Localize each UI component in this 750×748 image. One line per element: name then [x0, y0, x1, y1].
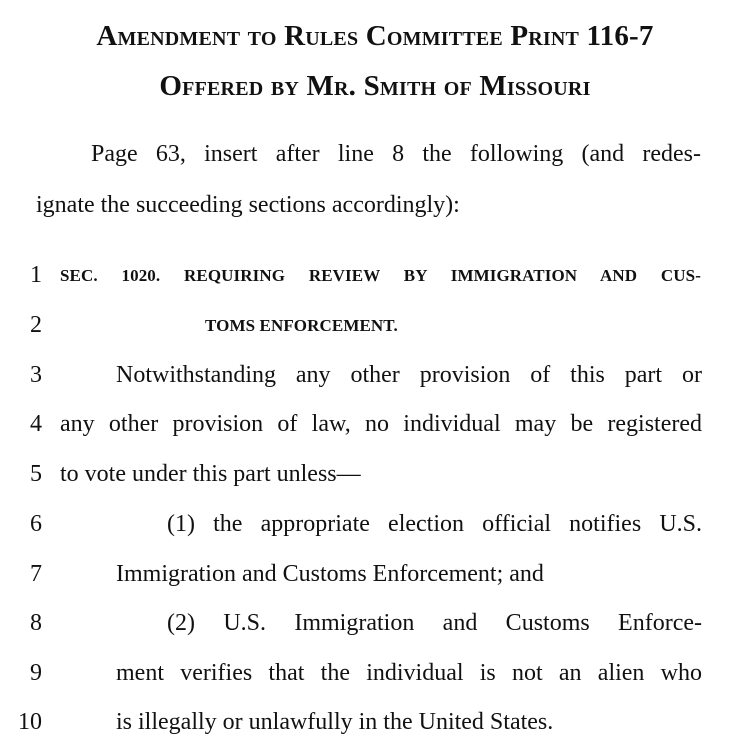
amendment-title: Amendment to Rules Committee Print 116-7 [96, 20, 654, 52]
intro-line-1: Page 63, insert after line 8 the following (and redes- [91, 141, 701, 167]
line-number: 9 [30, 660, 42, 686]
section-heading: SEC. 1020. REQUIRING REVIEW BY IMMIGRATION AND CUS- [60, 266, 701, 285]
list-item-1-continued: Immigration and Customs Enforcement; and [116, 561, 544, 587]
section-heading-continued: TOMS ENFORCEMENT. [205, 316, 398, 335]
body-line: to vote under this part unless— [60, 461, 361, 487]
list-item-2: (2) U.S. Immigration and Customs Enforce- [167, 610, 702, 636]
intro-line-2: ignate the succeeding sections accordingly): [36, 192, 460, 218]
line-number: 4 [30, 411, 42, 437]
line-number: 3 [30, 362, 42, 388]
line-number: 8 [30, 610, 42, 636]
list-item-1: (1) the appropriate election official notifies U.S. [167, 511, 702, 537]
body-line: any other provision of law, no individual may be registered [60, 411, 702, 437]
line-number: 1 [30, 262, 42, 288]
list-item-2-continued: is illegally or unlawfully in the United States. [116, 709, 554, 735]
line-number: 10 [18, 709, 42, 735]
line-number: 2 [30, 312, 42, 338]
line-number: 6 [30, 511, 42, 537]
line-number: 5 [30, 461, 42, 487]
offered-by-line: Offered by Mr. Smith of Missouri [159, 70, 591, 102]
body-line: Notwithstanding any other provision of this part or [116, 362, 702, 388]
line-number: 7 [30, 561, 42, 587]
list-item-2-continued: ment verifies that the individual is not an alien who [116, 660, 702, 686]
